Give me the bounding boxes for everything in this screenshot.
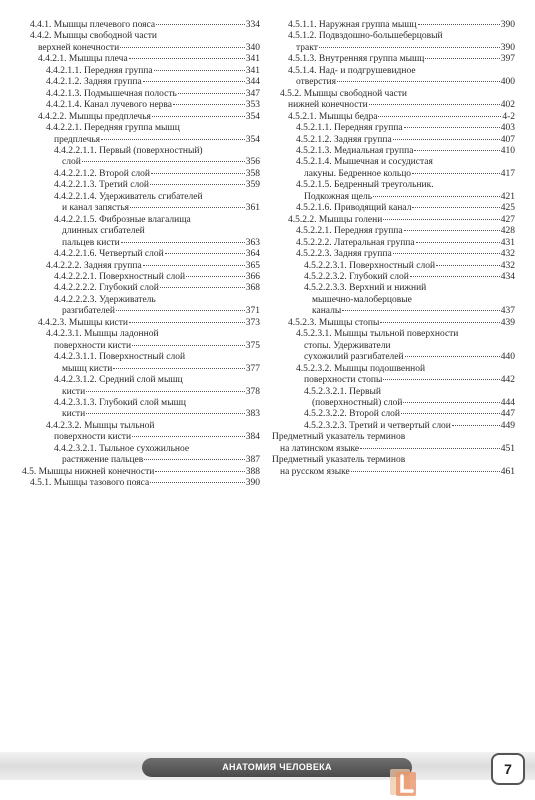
toc-entry-title: растяжение пальцев [62,455,144,466]
toc-entry-title: 4.5.2.1.1. Передняя группа [296,123,403,134]
toc-leader-dots [130,207,245,208]
toc-entry [272,146,515,157]
toc-leader-dots [155,471,244,472]
toc-leader-dots [150,482,245,483]
toc-entry [22,272,260,283]
toc-entry-page: 432 [500,249,515,260]
toc-entry [272,387,515,398]
toc-entry [272,31,515,42]
toc-entry-title: сухожилий разгибателей [304,352,404,363]
toc-entry-title: Предметный указатель терминов [272,455,406,466]
toc-entry-page: 451 [500,443,515,454]
toc-entry-title: 4.4.2.2.1.1. Первый (поверхностный) [54,145,203,156]
toc-entry-title: отверстия [296,77,336,88]
toc-entry-title: 4.5.2. Мышцы свободной части [280,88,408,99]
toc-leader-dots [452,425,500,426]
toc-entry-page: 373 [245,317,260,328]
toc-entry-title: слой [62,157,81,168]
toc-entry [272,123,515,134]
toc-entry [22,261,260,272]
toc-entry-title: 4.4.2.2.1. Передняя группа мышц [46,123,180,134]
toc-entry [272,20,515,31]
toc-entry-page: 356 [245,157,260,168]
toc-entry [22,387,260,398]
toc-entry [22,54,260,65]
toc-leader-dots [412,173,500,174]
toc-entry [22,432,260,443]
toc-entry-title: кисти [62,409,86,420]
toc-entry [22,238,260,249]
toc-entry-title: поверхности кисти [54,432,132,443]
toc-entry [272,352,515,363]
toc-leader-dots [401,413,500,414]
toc-entry-page: 340 [245,42,260,53]
toc-entry-page: 428 [500,226,515,237]
toc-entry [22,20,260,31]
toc-entry-title: 4.5.1.1. Наружная группа мышц [288,20,417,30]
toc-entry-page: 400 [500,77,515,88]
toc-leader-dots [156,24,245,25]
toc-entry [272,467,515,478]
toc-leader-dots [342,310,500,311]
toc-entry [22,112,260,123]
toc-entry [272,157,515,168]
toc-entry-title: 4.4.2.3.2.1. Тыльное сухожильное [54,443,190,454]
toc-entry-title: стопы. Удерживатели [304,340,391,351]
toc-entry-title: 4.4.2.2.2.1. Поверхностный слой [54,271,186,282]
toc-entry [272,77,515,88]
toc-entry-title: 4.5.2.2.3. Задняя группа [296,249,392,260]
toc-entry-title: 4.5.2.1.2. Задняя группа [296,134,392,145]
toc-entry-title: 4.5.2.2.1. Передняя группа [296,226,403,237]
toc-leader-dots [116,310,245,311]
toc-entry-page: 432 [500,260,515,271]
toc-entry [22,180,260,191]
toc-entry-title: 4.5.2.1.3. Медиальная группа [296,145,414,156]
toc-entry-title: 4.4.2.2.1.3. Третий слой [54,180,150,191]
toc-entry-title: кисти [62,386,86,397]
toc-entry-page: 434 [500,271,515,282]
toc-entry [272,180,515,191]
toc-entry [272,238,515,249]
toc-entry [22,283,260,294]
toc-entry-title: 4.4.2.3.1. Мышцы ладонной [46,329,159,340]
toc-entry [22,467,260,478]
toc-leader-dots [132,345,245,346]
toc-entry-page: 402 [500,100,515,111]
toc-entry [272,455,515,466]
toc-entry-page: 371 [245,306,260,317]
toc-leader-dots [86,413,245,414]
toc-entry [272,432,515,443]
toc-leader-dots [337,81,500,82]
toc-entry-title: лакуны. Бедренное кольцо [304,168,412,179]
toc-entry-title: 4.4.2.3.2. Мышцы тыльной [46,420,155,431]
toc-entry-page: 427 [500,214,515,225]
toc-column-left [22,20,260,490]
toc-entry [272,364,515,375]
toc-entry-title: 4.4.2.2.1.5. Фиброзные влагалища [54,214,191,225]
toc-leader-dots [405,356,500,357]
toc-entry-title: поверхности стопы [304,375,383,386]
toc-entry [22,169,260,180]
toc-entry [22,66,260,77]
toc-entry [272,169,515,180]
toc-entry-page: 334 [245,20,260,30]
toc-entry [22,192,260,203]
toc-entry [272,43,515,54]
toc-entry-page: 358 [245,168,260,179]
toc-entry [22,444,260,455]
toc-entry [22,31,260,42]
toc-leader-dots [351,471,500,472]
toc-entry [22,295,260,306]
toc-leader-dots [82,161,245,162]
toc-entry-page: 377 [245,363,260,374]
toc-entry-title: 4.4.2.2.2. Задняя группа [46,260,142,271]
toc-entry [272,215,515,226]
toc-entry-title: мышечно-малоберцовые [312,294,412,305]
toc-entry-title: Подкожная щель [304,191,373,202]
toc-entry [272,272,515,283]
toc-entry [22,203,260,214]
toc-entry [22,421,260,432]
toc-leader-dots [160,287,245,288]
toc-entry [22,329,260,340]
toc-entry [22,249,260,260]
toc-entry-page: 407 [500,134,515,145]
toc-entry-title: 4.5.2.2. Мышцы голени [288,214,383,225]
toc-entry-page: 365 [245,260,260,271]
toc-entry-title: длинных сгибателей [62,226,145,237]
toc-entry-title: разгибателей [62,306,115,317]
toc-entry [272,409,515,420]
toc-entry [22,226,260,237]
toc-leader-dots [393,253,500,254]
toc-entry-page: 341 [245,65,260,76]
toc-entry [22,352,260,363]
toc-entry-page: 410 [500,145,515,156]
toc-entry [272,261,515,272]
toc-leader-dots [360,448,500,449]
toc-entry-page: 384 [245,432,260,443]
toc-entry-page: 440 [500,352,515,363]
toc-entry-page: 397 [500,54,515,65]
toc-leader-dots [186,276,245,277]
toc-leader-dots [143,81,245,82]
toc-entry-page: 442 [500,375,515,386]
toc-leader-dots [173,104,245,105]
toc-entry-title: 4.4.2.1.2. Задняя группа [46,77,142,88]
toc-entry [22,89,260,100]
toc-leader-dots [120,47,245,48]
toc-entry-title: на латинском языке [280,443,360,454]
toc-entry [272,54,515,65]
toc-entry-page: 390 [500,20,515,30]
toc-entry-page: 359 [245,180,260,191]
toc-entry-title: пальцев кисти [62,237,120,248]
toc-entry [272,226,515,237]
toc-entry [22,306,260,317]
toc-entry-title: 4.5.2.2.2. Латеральная группа [296,237,415,248]
toc-leader-dots [178,93,245,94]
toc-leader-dots [418,24,500,25]
toc-entry-title: 4.4.2.3. Мышцы кисти [38,317,129,328]
toc-entry-title: 4.5.2.3.2.3. Третий и четвертый слои [304,420,451,431]
toc-entry-title: 4.5.2.3.2. Мышцы подошвенной [296,363,426,374]
toc-leader-dots [154,70,245,71]
toc-entry-page: 383 [245,409,260,420]
toc-entry-title: 4.5.2.3. Мышцы стопы [288,317,380,328]
toc-entry-page: 387 [245,455,260,466]
toc-entry-title: (поверхностный) слой [312,397,403,408]
toc-leader-dots [414,150,499,151]
toc-entry [272,135,515,146]
toc-entry-title: 4.4.2.1. Мышцы плеча [38,54,128,65]
toc-entry [272,100,515,111]
toc-entry [272,66,515,77]
toc-leader-dots [378,116,501,117]
toc-entry [272,444,515,455]
toc-entry-title: поверхности кисти [54,340,132,351]
toc-entry-title: 4.5.2.2.3.1. Поверхностный слой [304,260,436,271]
toc-leader-dots [383,379,499,380]
toc-entry-title: 4.5.1.2. Подвздошно-большеберцовый [288,31,443,42]
toc-entry-title: 4.5.1.3. Внутренняя группа мышц [288,54,425,65]
toc-entry-title: 4.5.1.4. Над- и подгрушевидное [288,65,416,76]
toc-leader-dots [152,116,245,117]
toc-entry [272,112,515,123]
toc-entry-page: 403 [500,123,515,134]
toc-entry [22,478,260,489]
toc-entry-page: 378 [245,386,260,397]
toc-entry-title: 4.4.2.1.1. Передняя группа [46,65,153,76]
toc-entry-title: 4.4.2.1.4. Канал лучевого нерва [46,100,172,111]
toc-entry-page: 364 [245,249,260,260]
toc-entry-title: 4.5.2.2.3.3. Верхний и нижний [304,283,427,294]
toc-entry-page: 461 [500,466,515,477]
toc-entry [272,249,515,260]
toc-entry-page: 439 [500,317,515,328]
toc-entry-title: 4.5.2.3.1. Мышцы тыльной поверхности [296,329,459,340]
toc-entry [272,329,515,340]
toc-entry-page: 344 [245,77,260,88]
toc-entry [272,203,515,214]
toc-entry [22,375,260,386]
toc-entry [272,192,515,203]
toc-entry [22,215,260,226]
toc-entry-page: 354 [245,111,260,122]
toc-entry-page: 421 [500,191,515,202]
toc-entry [22,364,260,375]
toc-leader-dots [132,436,245,437]
toc-entry-page: 366 [245,271,260,282]
toc-leader-dots [369,104,500,105]
toc-entry-page: 390 [500,42,515,53]
toc-leader-dots [150,184,245,185]
toc-entry-page: 4-2 [502,111,515,122]
toc-leader-dots [393,139,500,140]
toc-entry-title: предплечья [54,134,101,145]
toc-entry-title: 4.5. Мышцы нижней конечности [22,466,155,477]
toc-leader-dots [101,139,245,140]
toc-leader-dots [113,368,244,369]
toc-entry-title: 4.4.2.3.1.1. Поверхностный слой [54,352,186,363]
toc-entry [272,318,515,329]
toc-entry-title: 4.5.2.3.2.2. Второй слой [304,409,400,420]
toc-entry-title: 4.4.2.2. Мышцы предплечья [38,111,151,122]
toc-entry-title: 4.4.2.2.1.6. Четвертый слой [54,249,164,260]
toc-entry-title: 4.4.2.2.1.4. Удерживатель сгибателей [54,191,203,202]
toc-entry [272,341,515,352]
toc-leader-dots [404,230,500,231]
toc-entry-page: 447 [500,409,515,420]
toc-leader-dots [143,265,245,266]
toc-leader-dots [129,322,245,323]
toc-entry [22,398,260,409]
toc-leader-dots [383,219,499,220]
toc-entry-page: 388 [245,466,260,477]
toc-entry-page: 431 [500,237,515,248]
toc-entry-page: 449 [500,420,515,431]
toc-entry [22,123,260,134]
toc-entry-title: тракт [296,42,318,53]
toc-entry-title: 4.4.2.3.1.3. Глубокий слой мышц [54,397,186,408]
toc-entry [22,409,260,420]
toc-leader-dots [436,265,500,266]
toc-entry-title: верхней конечности [38,42,120,53]
page-number: 7 [491,753,525,785]
toc-entry-page: 353 [245,100,260,111]
toc-entry [22,341,260,352]
toc-entry-title: 4.4.2.2.2.2. Глубокий слой [54,283,159,294]
toc-entry [272,295,515,306]
toc-entry-page: 425 [500,203,515,214]
toc-entry-title: Предметный указатель терминов [272,432,406,443]
toc-entry [272,283,515,294]
toc-entry-title: 4.5.2.1. Мышцы бедра [288,111,378,122]
toc-entry [22,455,260,466]
toc-entry [272,375,515,386]
toc-entry-page: 341 [245,54,260,65]
toc-entry-title: 4.5.1. Мышцы тазового пояса [30,478,150,489]
toc-entry-page: 444 [500,397,515,408]
toc-entry [22,43,260,54]
toc-leader-dots [151,173,245,174]
toc-entry-page: 390 [245,478,260,489]
toc-entry [22,100,260,111]
toc-leader-dots [86,391,245,392]
toc-entry [272,89,515,100]
toc-entry-title: 4.5.2.1.6. Приводящий канал [296,203,412,214]
toc-entry-page: 361 [245,203,260,214]
toc-leader-dots [416,242,500,243]
toc-entry-title: 4.4.1. Мышцы плечевого пояса [30,20,156,30]
toc-entry-page: 375 [245,340,260,351]
toc-leader-dots [121,242,245,243]
toc-entry-title: 4.4.2.2.1.2. Второй слой [54,168,150,179]
running-footer-title: АНАТОМИЯ ЧЕЛОВЕКА [142,758,412,777]
toc-entry-title: 4.5.2.3.2.1. Первый [304,386,381,397]
toc-entry-title: 4.4.2.2.2.3. Удерживатель [54,294,156,305]
toc-entry-title: 4.5.2.1.4. Мышечная и сосудистая [296,157,433,168]
toc-entry-page: 437 [500,306,515,317]
toc-entry-title: 4.5.2.2.3.2. Глубокий слой [304,271,409,282]
toc-entry-page: 354 [245,134,260,145]
toc-column-right [272,20,515,478]
toc-entry [22,77,260,88]
toc-entry-title: мышц кисти [62,363,113,374]
toc-leader-dots [165,253,245,254]
toc-entry-title: каналы [312,306,342,317]
toc-entry-title: 4.4.2.1.3. Подмышечная полость [46,88,177,99]
toc-entry-title: 4.4.2. Мышцы свободной части [30,31,158,42]
toc-entry-title: 4.4.2.3.1.2. Средний слой мышц [54,375,183,386]
toc-entry-title: 4.5.2.1.5. Бедренный треугольник. [296,180,434,191]
toc-entry-page: 347 [245,88,260,99]
toc-leader-dots [144,459,245,460]
toc-entry-title: нижней конечности [288,100,368,111]
toc-entry [22,146,260,157]
toc-leader-dots [412,207,499,208]
toc-entry-page: 363 [245,237,260,248]
toc-leader-dots [404,127,500,128]
toc-entry [272,421,515,432]
toc-leader-dots [403,402,499,403]
toc-leader-dots [410,276,500,277]
toc-entry [22,135,260,146]
toc-entry [22,157,260,168]
toc-leader-dots [380,322,499,323]
toc-leader-dots [373,196,500,197]
toc-entry [22,318,260,329]
toc-entry [272,398,515,409]
toc-leader-dots [319,47,500,48]
toc-leader-dots [129,58,245,59]
toc-entry-page: 417 [500,168,515,179]
toc-entry-page: 368 [245,283,260,294]
toc-entry-title: на русском языке [280,466,350,477]
toc-entry [272,306,515,317]
toc-leader-dots [425,58,499,59]
toc-entry-title: и канал запястья [62,203,130,214]
labirint-logo-icon [388,767,424,797]
